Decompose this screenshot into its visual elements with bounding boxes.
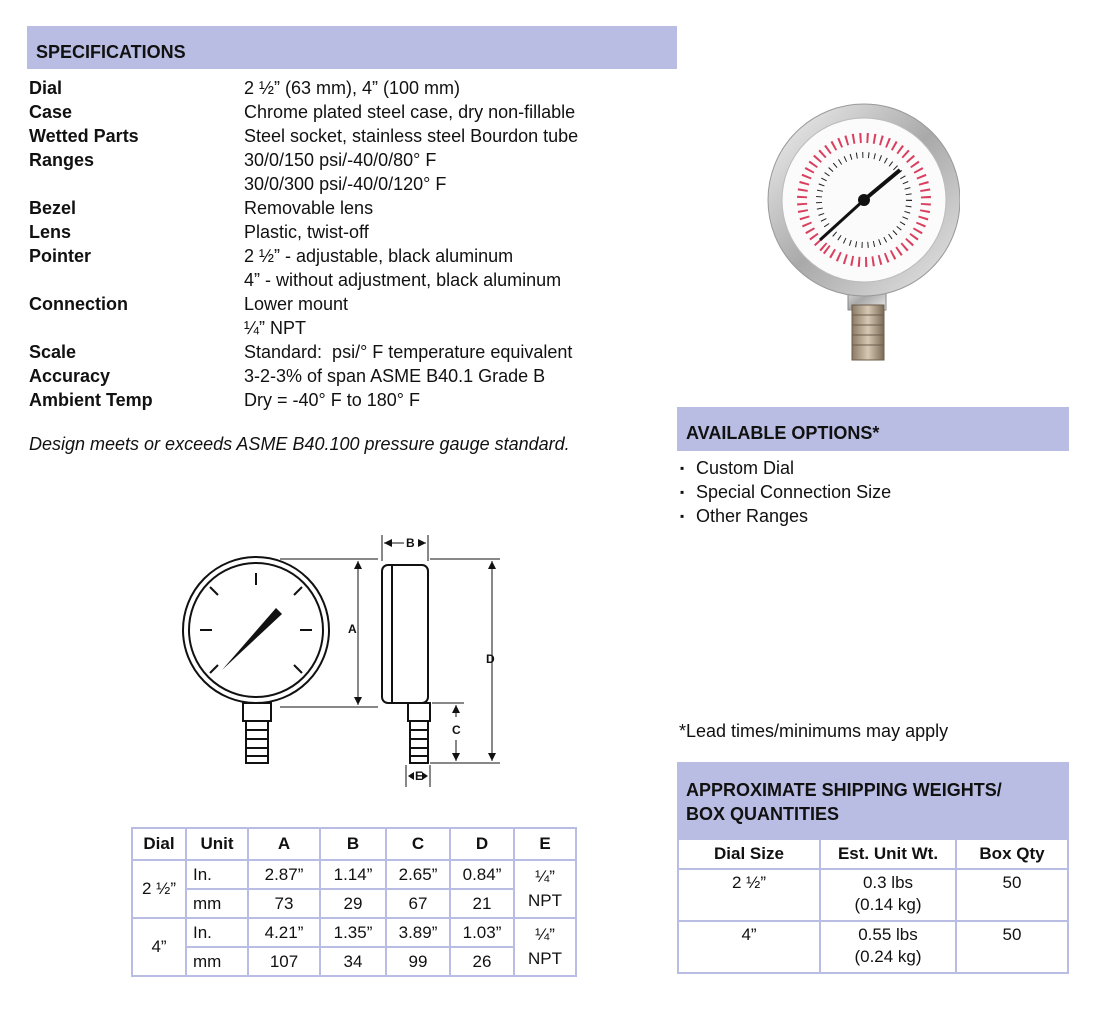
table-row — [678, 869, 1068, 921]
box-qty-cell: 50 — [956, 921, 1068, 973]
shipping-title-line2: BOX QUANTITIES — [686, 804, 840, 824]
dim-d-cell: 21 — [450, 889, 514, 918]
options-list — [680, 456, 891, 528]
dim-a-cell: 4.21” — [248, 918, 320, 947]
spec-label: Lens — [29, 222, 72, 242]
spec-value: 30/0/300 psi/-40/0/120° F — [244, 174, 447, 194]
spec-label: Ambient Temp — [29, 390, 153, 410]
unit-cell: mm — [186, 889, 248, 918]
spec-label: Connection — [29, 294, 128, 314]
dim-a-cell: 73 — [248, 889, 320, 918]
specifications-title: SPECIFICATIONS — [36, 42, 186, 62]
spec-value: Removable lens — [244, 198, 374, 218]
shipping-header — [677, 762, 1069, 838]
dim-d-cell: 26 — [450, 947, 514, 976]
shipping-title-line1: APPROXIMATE SHIPPING WEIGHTS/ — [686, 780, 1002, 800]
option-item: ▪ Special Connection Size — [680, 480, 891, 504]
col-header-dial: Dial — [132, 828, 186, 860]
spec-value: 3-2-3% of span ASME B40.1 Grade B — [244, 366, 546, 386]
spec-row — [29, 100, 578, 124]
options-title: AVAILABLE OPTIONS* — [686, 423, 880, 443]
col-header-box-qty: Box Qty — [956, 839, 1068, 869]
spec-value: Steel socket, stainless steel Bourdon tube — [244, 126, 579, 146]
spec-row — [29, 292, 578, 316]
spec-value: Plastic, twist-off — [244, 222, 369, 242]
spec-value: 2 ½” (63 mm), 4” (100 mm) — [244, 78, 461, 98]
spec-row — [29, 76, 578, 100]
spec-row — [29, 196, 578, 220]
dim-d-cell: 1.03” — [450, 918, 514, 947]
spec-row — [29, 268, 578, 292]
col-header-c: C — [386, 828, 450, 860]
dim-label-c: C — [452, 723, 461, 737]
col-header-dial-size: Dial Size — [678, 839, 820, 869]
unit-cell: mm — [186, 947, 248, 976]
dim-e-cell: ¼” NPT — [514, 918, 576, 976]
spec-value: Lower mount — [244, 294, 349, 314]
weight-kg: (0.24 kg) — [854, 947, 922, 966]
col-header-a: A — [248, 828, 320, 860]
spec-value: 4” - without adjustment, black aluminum — [244, 270, 562, 290]
spec-row — [29, 124, 578, 148]
unit-weight-cell — [820, 869, 956, 921]
table-row — [678, 921, 1068, 973]
spec-value: ¼” NPT — [244, 318, 307, 338]
spec-label: Pointer — [29, 246, 92, 266]
specifications-list — [29, 76, 578, 412]
weight-kg: (0.14 kg) — [854, 895, 922, 914]
gauge-photo — [760, 100, 960, 370]
col-header-unit-weight: Est. Unit Wt. — [820, 839, 956, 869]
col-header-e: E — [514, 828, 576, 860]
dial-size-cell: 2 ½” — [132, 860, 186, 918]
unit-weight-cell — [820, 921, 956, 973]
standard-note: Design meets or exceeds ASME B40.100 pressure gauge standard. — [29, 434, 570, 454]
spec-row — [29, 364, 578, 388]
options-header — [677, 407, 1069, 451]
unit-cell: In. — [186, 918, 248, 947]
table-row — [132, 889, 576, 918]
dim-a-cell: 2.87” — [248, 860, 320, 889]
spec-label: Accuracy — [29, 366, 111, 386]
col-header-unit: Unit — [186, 828, 248, 860]
dim-label-e: E — [415, 769, 424, 783]
dim-b-cell: 34 — [320, 947, 386, 976]
dial-size-cell: 4” — [132, 918, 186, 976]
table-header-row — [132, 828, 576, 860]
spec-label: Dial — [29, 78, 63, 98]
spec-label: Scale — [29, 342, 77, 362]
dimensions-table — [131, 827, 577, 977]
dim-b-cell: 1.14” — [320, 860, 386, 889]
box-qty-cell: 50 — [956, 869, 1068, 921]
spec-value: 2 ½” - adjustable, black aluminum — [244, 246, 514, 266]
unit-cell: In. — [186, 860, 248, 889]
col-header-b: B — [320, 828, 386, 860]
spec-label: Wetted Parts — [29, 126, 139, 146]
spec-row — [29, 220, 578, 244]
option-item: ▪ Custom Dial — [680, 456, 891, 480]
dimension-diagram — [180, 525, 520, 795]
table-row — [132, 918, 576, 947]
spec-row — [29, 244, 578, 268]
dim-label-b: B — [406, 536, 415, 550]
spec-value: Standard: psi/° F temperature equivalent — [244, 342, 573, 362]
lead-time-footnote: *Lead times/minimums may apply — [679, 721, 949, 741]
specifications-header — [27, 26, 677, 69]
weight-lbs: 0.55 lbs — [858, 925, 918, 944]
shipping-table — [677, 838, 1069, 974]
spec-label: Bezel — [29, 198, 77, 218]
spec-value: Chrome plated steel case, dry non-fillable — [244, 102, 576, 122]
dial-size-cell: 4” — [678, 921, 820, 973]
table-row — [132, 947, 576, 976]
dim-b-cell: 29 — [320, 889, 386, 918]
dim-a-cell: 107 — [248, 947, 320, 976]
col-header-d: D — [450, 828, 514, 860]
spec-label: Case — [29, 102, 73, 122]
dim-c-cell: 3.89” — [386, 918, 450, 947]
spec-label — [29, 172, 244, 196]
dim-d-cell: 0.84” — [450, 860, 514, 889]
spec-value: Dry = -40° F to 180° F — [244, 390, 420, 410]
dim-c-cell: 67 — [386, 889, 450, 918]
spec-label: Ranges — [29, 150, 95, 170]
spec-row — [29, 388, 578, 412]
spec-row — [29, 172, 578, 196]
spec-value: 30/0/150 psi/-40/0/80° F — [244, 150, 437, 170]
table-row — [132, 860, 576, 889]
dim-label-a: A — [348, 622, 357, 636]
weight-lbs: 0.3 lbs — [862, 873, 914, 892]
dim-c-cell: 2.65” — [386, 860, 450, 889]
spec-row — [29, 316, 578, 340]
dim-b-cell: 1.35” — [320, 918, 386, 947]
spec-label — [29, 268, 244, 292]
spec-row — [29, 340, 578, 364]
dim-c-cell: 99 — [386, 947, 450, 976]
dim-e-cell: ¼” NPT — [514, 860, 576, 918]
option-item: ▪ Other Ranges — [680, 504, 891, 528]
spec-row — [29, 148, 578, 172]
spec-label — [29, 316, 244, 340]
dial-size-cell: 2 ½” — [678, 869, 820, 921]
table-header-row — [678, 839, 1068, 869]
dim-label-d: D — [486, 652, 495, 666]
